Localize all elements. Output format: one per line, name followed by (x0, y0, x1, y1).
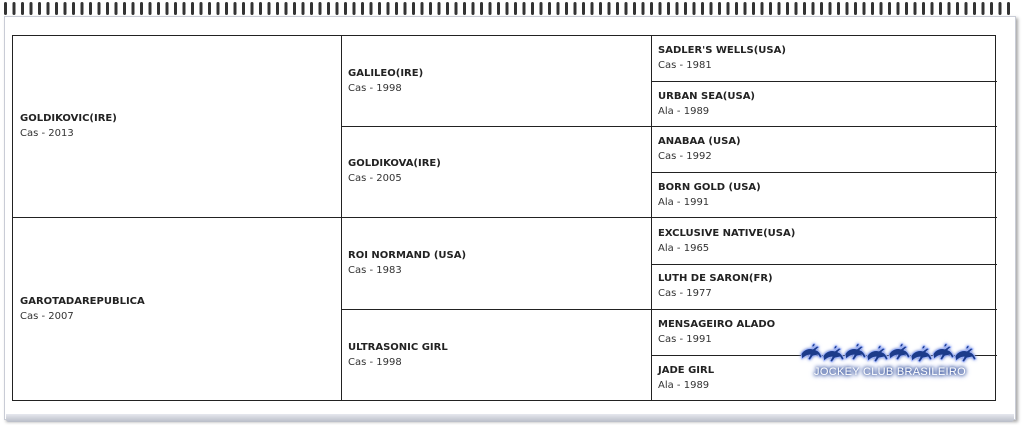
grandparent-cell (341, 309, 651, 401)
spiral-ring (446, 2, 449, 15)
spiral-ring (13, 2, 16, 15)
grandparent-cell (341, 217, 651, 309)
spiral-ring (429, 2, 432, 15)
spiral-ring (676, 2, 679, 15)
page-edge (6, 414, 1014, 422)
spiral-ring (769, 2, 772, 15)
great-grandparent-cell (651, 218, 997, 264)
spiral-ring (956, 2, 959, 15)
spiral-ring (455, 2, 458, 15)
spiral-ring (489, 2, 492, 15)
spiral-ring (897, 2, 900, 15)
logo-text: JOCKEY CLUB BRASILEIRO (814, 366, 966, 378)
spiral-ring (633, 2, 636, 15)
horse-info: Cas - 1998 (348, 82, 402, 94)
spiral-ring (174, 2, 177, 15)
spiral-ring (276, 2, 279, 15)
horse-info: Cas - 2007 (20, 310, 74, 322)
spiral-ring (149, 2, 152, 15)
spiral-ring (259, 2, 262, 15)
spiral-ring (718, 2, 721, 15)
spiral-ring (225, 2, 228, 15)
spiral-ring (565, 2, 568, 15)
spiral-ring (659, 2, 662, 15)
spiral-ring (421, 2, 424, 15)
spiral-ring (310, 2, 313, 15)
spiral-ring (123, 2, 126, 15)
horse-name: EXCLUSIVE NATIVE(USA) (658, 227, 796, 239)
spiral-ring (905, 2, 908, 15)
horse-silhouette (867, 346, 888, 362)
spiral-ring (667, 2, 670, 15)
spiral-ring (497, 2, 500, 15)
spiral-ring (242, 2, 245, 15)
horse-name: GAROTADAREPUBLICA (20, 295, 145, 307)
spiral-ring (939, 2, 942, 15)
great-grandparent-cell (651, 264, 997, 309)
spiral-ring (327, 2, 330, 15)
horse-name: GALILEO(IRE) (348, 67, 424, 79)
spiral-ring (803, 2, 806, 15)
horse-info: Cas - 1981 (658, 60, 712, 71)
spiral-ring (863, 2, 866, 15)
spiral-ring (370, 2, 373, 15)
spiral-ring (47, 2, 50, 15)
great-grandparent-cell (651, 127, 997, 172)
horse-info: Ala - 1989 (658, 379, 710, 391)
spiral-ring (778, 2, 781, 15)
horse-name: LUTH DE SARON(FR) (658, 273, 773, 284)
spiral-ring (251, 2, 254, 15)
spiral-ring (752, 2, 755, 15)
grandparent-cell (341, 126, 651, 217)
spiral-ring (353, 2, 356, 15)
horse-info: Cas - 1992 (658, 151, 712, 162)
spiral-ring (72, 2, 75, 15)
spiral-ring (795, 2, 798, 15)
spiral-ring (999, 2, 1002, 15)
spiral-ring (361, 2, 364, 15)
spiral-ring (140, 2, 143, 15)
spiral-ring (871, 2, 874, 15)
spiral-ring (217, 2, 220, 15)
spiral-ring (21, 2, 24, 15)
spiral-ring (1007, 2, 1010, 15)
spiral-ring (132, 2, 135, 15)
spiral-ring (64, 2, 67, 15)
spiral-ring (914, 2, 917, 15)
spiral-ring (115, 2, 118, 15)
spiral-ring (582, 2, 585, 15)
horse-info: Cas - 1998 (348, 356, 402, 368)
spiral-ring (761, 2, 764, 15)
horse-name: BORN GOLD (USA) (658, 181, 761, 193)
spiral-ring (880, 2, 883, 15)
horse-silhouette (911, 346, 932, 362)
horse-silhouette (845, 344, 866, 360)
spiral-ring (650, 2, 653, 15)
spiral-ring (846, 2, 849, 15)
spiral-ring (208, 2, 211, 15)
horse-info: Cas - 1977 (658, 288, 712, 299)
spiral-ring (710, 2, 713, 15)
horse-info: Cas - 1991 (658, 333, 712, 345)
spiral-ring (395, 2, 398, 15)
horse-silhouette (801, 344, 822, 360)
horse-name: ANABAA (USA) (658, 136, 741, 147)
horse-info: Cas - 2005 (348, 173, 402, 184)
horse-info: Ala - 1965 (658, 242, 710, 254)
spiral-ring (531, 2, 534, 15)
spiral-ring (948, 2, 951, 15)
spiral-ring (336, 2, 339, 15)
spiral-ring (506, 2, 509, 15)
spiral-ring (973, 2, 976, 15)
horse-name: GOLDIKOVA(IRE) (348, 158, 441, 169)
horse-name: GOLDIKOVIC(IRE) (20, 113, 117, 124)
spiral-ring (701, 2, 704, 15)
spiral-ring (744, 2, 747, 15)
spiral-ring (404, 2, 407, 15)
spiral-ring (438, 2, 441, 15)
spiral-ring (982, 2, 985, 15)
horse-info: Cas - 1983 (348, 264, 402, 276)
spiral-ring (387, 2, 390, 15)
spiral-ring (540, 2, 543, 15)
spiral-ring (234, 2, 237, 15)
spiral-ring (285, 2, 288, 15)
spiral-ring (829, 2, 832, 15)
spiral-ring (820, 2, 823, 15)
horse-silhouette (955, 346, 976, 362)
spiral-ring (463, 2, 466, 15)
horse-info: Ala - 1991 (658, 196, 710, 208)
spiral-ring (293, 2, 296, 15)
spiral-ring (302, 2, 305, 15)
spiral-ring (812, 2, 815, 15)
horse-info: Ala - 1989 (658, 105, 710, 117)
spiral-ring (591, 2, 594, 15)
grandparent-cell (341, 36, 651, 126)
spiral-ring (319, 2, 322, 15)
spiral-ring (81, 2, 84, 15)
spiral-ring (786, 2, 789, 15)
horse-silhouette (933, 344, 954, 360)
spiral-ring (89, 2, 92, 15)
spiral-ring (523, 2, 526, 15)
spiral-ring (693, 2, 696, 15)
dam-cell (13, 217, 341, 401)
spiral-ring (727, 2, 730, 15)
sire-cell (13, 36, 341, 217)
great-grandparent-cell (651, 172, 997, 218)
horse-name: SADLER'S WELLS(USA) (658, 45, 786, 56)
spiral-ring (608, 2, 611, 15)
spiral-ring (837, 2, 840, 15)
spiral-ring (888, 2, 891, 15)
spiral-ring (574, 2, 577, 15)
spiral-ring (684, 2, 687, 15)
spiral-ring (4, 2, 7, 15)
horse-name: ULTRASONIC GIRL (348, 341, 448, 353)
spiral-ring (616, 2, 619, 15)
horse-info: Cas - 2013 (20, 128, 74, 139)
spiral-ring (378, 2, 381, 15)
spiral-ring (625, 2, 628, 15)
horse-name: ROI NORMAND (USA) (348, 249, 467, 261)
spiral-ring (98, 2, 101, 15)
racing-horses-icon (795, 338, 985, 368)
spiral-ring (412, 2, 415, 15)
horse-name: JADE GIRL (658, 364, 715, 376)
horse-silhouette (889, 344, 910, 360)
spiral-ring (642, 2, 645, 15)
spiral-ring (200, 2, 203, 15)
spiral-ring (38, 2, 41, 15)
horse-name: URBAN SEA(USA) (658, 90, 756, 102)
horse-name: MENSAGEIRO ALADO (658, 318, 776, 330)
spiral-ring (557, 2, 560, 15)
horse-silhouette (823, 346, 844, 362)
great-grandparent-cell (651, 81, 997, 127)
spiral-ring (183, 2, 186, 15)
spiral-ring (965, 2, 968, 15)
spiral-ring (514, 2, 517, 15)
great-grandparent-cell (651, 36, 997, 81)
jockey-club-logo (795, 338, 985, 382)
spiral-ring (548, 2, 551, 15)
spiral-ring (735, 2, 738, 15)
spiral-ring (599, 2, 602, 15)
spiral-ring (344, 2, 347, 15)
spiral-ring (106, 2, 109, 15)
spiral-ring (990, 2, 993, 15)
spiral-ring (166, 2, 169, 15)
spiral-ring (931, 2, 934, 15)
spiral-ring (268, 2, 271, 15)
spiral-ring (157, 2, 160, 15)
spiral-ring (191, 2, 194, 15)
spiral-ring (854, 2, 857, 15)
spiral-ring (472, 2, 475, 15)
spiral-ring (55, 2, 58, 15)
spiral-ring (480, 2, 483, 15)
spiral-ring (922, 2, 925, 15)
spiral-ring (30, 2, 33, 15)
